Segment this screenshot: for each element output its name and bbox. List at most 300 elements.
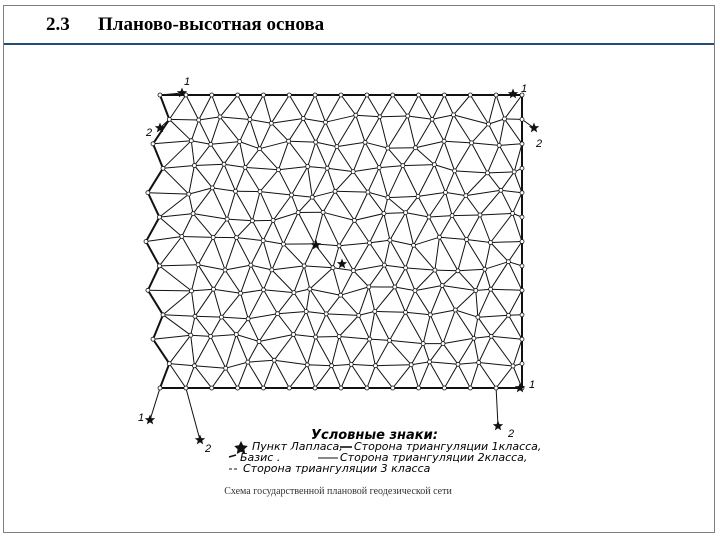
network-edge bbox=[192, 291, 196, 316]
network-edge bbox=[458, 269, 485, 271]
network-edge bbox=[227, 219, 252, 221]
network-edge bbox=[356, 95, 367, 115]
triangulation-point bbox=[262, 288, 266, 292]
network-edge bbox=[315, 95, 325, 122]
network-edge bbox=[351, 339, 369, 364]
corner-label: 1 bbox=[521, 83, 528, 95]
triangulation-point bbox=[470, 141, 474, 145]
triangulation-point bbox=[158, 386, 162, 390]
network-edge bbox=[194, 336, 210, 365]
network-edge bbox=[443, 310, 455, 344]
network-edge bbox=[499, 145, 514, 172]
network-edge bbox=[283, 213, 298, 245]
triangulation-point bbox=[368, 241, 372, 245]
triangulation-point bbox=[442, 139, 446, 143]
network-edge bbox=[418, 192, 446, 196]
network-edge bbox=[443, 344, 458, 365]
network-edge bbox=[390, 340, 424, 343]
triangulation-point bbox=[511, 364, 515, 368]
network-edge bbox=[395, 287, 406, 312]
network-edge bbox=[211, 144, 224, 164]
network-edge bbox=[332, 366, 341, 388]
network-edge bbox=[227, 219, 236, 238]
network-edge bbox=[327, 168, 335, 191]
class1-edge bbox=[148, 266, 160, 290]
network-edge bbox=[327, 147, 337, 169]
network-edge bbox=[212, 188, 235, 191]
network-edge bbox=[388, 198, 406, 213]
network-edge bbox=[339, 315, 359, 336]
network-edge bbox=[189, 166, 195, 195]
network-edge bbox=[248, 362, 264, 388]
legend-title: Условные знаки: bbox=[311, 428, 438, 443]
network-edge bbox=[310, 289, 341, 295]
class1-edge bbox=[148, 290, 163, 315]
network-edge bbox=[169, 364, 186, 388]
network-edge bbox=[226, 362, 248, 368]
network-edge bbox=[455, 291, 476, 311]
network-edge bbox=[264, 290, 294, 293]
network-edge bbox=[279, 170, 292, 195]
network-edge bbox=[212, 164, 224, 188]
network-edge bbox=[335, 172, 353, 192]
class1-edge bbox=[153, 144, 163, 169]
triangulation-point bbox=[197, 118, 201, 122]
network-edge bbox=[260, 192, 273, 221]
network-edge bbox=[455, 171, 466, 196]
network-edge bbox=[240, 142, 246, 168]
network-edge bbox=[384, 265, 394, 287]
triangulation-point bbox=[161, 313, 165, 317]
network-edge bbox=[415, 141, 444, 148]
network-edge bbox=[408, 116, 416, 148]
corner-label: 1 bbox=[529, 379, 536, 391]
network-edge bbox=[163, 315, 191, 335]
network-edge bbox=[432, 119, 444, 141]
triangulation-point bbox=[249, 263, 253, 267]
network-edge bbox=[292, 167, 308, 196]
triangulation-point bbox=[210, 186, 214, 190]
triangulation-point bbox=[478, 213, 482, 217]
triangulation-point bbox=[497, 143, 501, 147]
class1-edge bbox=[148, 168, 163, 192]
triangulation-point bbox=[270, 268, 274, 272]
network-edge bbox=[442, 271, 458, 286]
network-edge bbox=[271, 95, 289, 123]
network-edge bbox=[379, 148, 388, 168]
network-edge bbox=[316, 337, 332, 366]
network-edge bbox=[303, 119, 315, 143]
network-edge bbox=[384, 214, 390, 241]
triangulation-point bbox=[210, 93, 214, 97]
network-edge bbox=[491, 336, 513, 366]
network-edge bbox=[199, 120, 211, 144]
triangulation-point bbox=[520, 166, 524, 170]
network-edge bbox=[307, 365, 315, 388]
network-edge bbox=[353, 243, 369, 271]
corner-label: 2 bbox=[536, 138, 543, 150]
network-edge bbox=[434, 165, 454, 171]
network-edge bbox=[316, 142, 328, 168]
network-edge bbox=[148, 193, 189, 194]
network-edge bbox=[403, 165, 435, 166]
triangulation-point bbox=[209, 142, 213, 146]
triangulation-point bbox=[489, 287, 493, 291]
network-edge bbox=[369, 287, 375, 312]
triangulation-point bbox=[308, 287, 312, 291]
network-edge bbox=[323, 212, 339, 246]
triangulation-point bbox=[456, 269, 460, 273]
network-edge bbox=[337, 142, 365, 146]
network-edge bbox=[182, 237, 213, 238]
network-edge bbox=[332, 337, 340, 366]
network-edge bbox=[163, 166, 194, 169]
network-edge bbox=[390, 240, 414, 245]
network-edge bbox=[159, 237, 181, 266]
network-edge bbox=[236, 335, 248, 363]
network-edge bbox=[283, 244, 304, 266]
network-edge bbox=[430, 315, 443, 344]
triangulation-point bbox=[378, 115, 382, 119]
triangulation-point bbox=[277, 168, 281, 172]
network-edge bbox=[488, 173, 501, 190]
network-edge bbox=[406, 268, 415, 291]
network-edge bbox=[479, 336, 492, 362]
network-edge bbox=[312, 197, 323, 212]
network-edge bbox=[194, 144, 210, 165]
network-edge bbox=[499, 119, 504, 145]
network-edge bbox=[250, 95, 264, 120]
network-edge bbox=[159, 265, 198, 266]
triangulation-point bbox=[314, 335, 318, 339]
corner-label: 1 bbox=[184, 76, 191, 88]
network-edge bbox=[289, 141, 316, 142]
triangulation-point bbox=[272, 358, 276, 362]
triangulation-point bbox=[472, 336, 476, 340]
network-edge bbox=[369, 265, 385, 287]
network-edge bbox=[326, 95, 342, 122]
network-edge bbox=[263, 95, 271, 123]
triangulation-point bbox=[192, 164, 196, 168]
network-edge bbox=[220, 117, 240, 142]
legend-laplace-label: Пункт Лапласа, bbox=[252, 440, 343, 453]
network-edge bbox=[163, 291, 192, 315]
network-edge bbox=[236, 191, 253, 221]
network-edge bbox=[289, 119, 304, 142]
triangulation-point bbox=[313, 93, 317, 97]
triangulation-point bbox=[404, 310, 408, 314]
triangulation-point bbox=[305, 363, 309, 367]
triangulation-point bbox=[388, 338, 392, 342]
triangulation-point bbox=[258, 190, 262, 194]
network-edge bbox=[194, 366, 225, 368]
network-edge bbox=[415, 119, 432, 147]
triangulation-point bbox=[301, 117, 305, 121]
triangulation-point bbox=[271, 218, 275, 222]
triangulation-point bbox=[146, 191, 150, 195]
network-edge bbox=[259, 342, 274, 361]
network-edge bbox=[236, 221, 252, 238]
triangulation-point bbox=[428, 360, 432, 364]
network-edge bbox=[466, 173, 488, 196]
triangulation-point bbox=[486, 171, 490, 175]
triangulation-point bbox=[416, 194, 420, 198]
network-edge bbox=[248, 314, 277, 319]
network-edge bbox=[163, 141, 191, 169]
network-edge bbox=[182, 237, 198, 265]
network-edge bbox=[259, 335, 294, 342]
network-edge bbox=[153, 335, 191, 339]
network-edge bbox=[315, 366, 332, 388]
network-edge bbox=[339, 337, 370, 340]
network-edge bbox=[430, 362, 459, 364]
triangulation-point bbox=[465, 238, 469, 242]
triangulation-point bbox=[363, 140, 367, 144]
triangulation-point bbox=[287, 93, 291, 97]
network-edge bbox=[241, 290, 264, 293]
network-edge bbox=[455, 310, 474, 338]
network-edge bbox=[466, 190, 501, 195]
network-edge bbox=[225, 265, 251, 270]
triangulation-point bbox=[333, 189, 337, 193]
triangulation-point bbox=[520, 191, 524, 195]
network-edge bbox=[289, 365, 307, 388]
network-edge bbox=[496, 388, 498, 426]
network-edge bbox=[353, 172, 368, 193]
network-edge bbox=[491, 315, 508, 336]
network-edge bbox=[245, 149, 259, 168]
network-edge bbox=[292, 195, 299, 213]
triangulation-point bbox=[417, 93, 421, 97]
network-edge bbox=[501, 172, 514, 190]
triangulation-point bbox=[474, 289, 478, 293]
network-edge bbox=[294, 289, 310, 293]
network-edge bbox=[444, 115, 453, 141]
network-edge bbox=[478, 289, 491, 317]
triangulation-point bbox=[382, 263, 386, 267]
triangulation-point bbox=[158, 93, 162, 97]
triangulation-point bbox=[258, 147, 262, 151]
network-edge bbox=[393, 95, 408, 116]
network-edge bbox=[390, 240, 406, 268]
triangulation-point bbox=[324, 312, 328, 316]
network-edge bbox=[274, 335, 293, 361]
network-edge bbox=[444, 95, 453, 115]
network-edge bbox=[393, 365, 412, 388]
network-edge bbox=[214, 270, 226, 289]
triangulation-point bbox=[512, 170, 516, 174]
triangulation-point bbox=[352, 218, 356, 222]
network-edge bbox=[370, 243, 385, 265]
network-edge bbox=[194, 166, 212, 188]
network-edge bbox=[273, 195, 291, 220]
network-edge bbox=[439, 237, 466, 239]
network-edge bbox=[411, 365, 418, 388]
network-edge bbox=[505, 119, 523, 144]
network-edge bbox=[508, 242, 522, 262]
network-edge bbox=[224, 164, 236, 191]
triangulation-point bbox=[365, 386, 369, 390]
network-edge bbox=[429, 217, 440, 237]
network-edge bbox=[251, 265, 272, 270]
network-edge bbox=[390, 213, 406, 241]
network-edge bbox=[388, 166, 403, 198]
network-edge bbox=[294, 266, 304, 293]
triangulation-point bbox=[373, 364, 377, 368]
network-edge bbox=[326, 115, 356, 122]
triangulation-point bbox=[184, 386, 188, 390]
network-edge bbox=[306, 312, 315, 338]
triangulation-point bbox=[192, 364, 196, 368]
network-edge bbox=[192, 289, 214, 291]
network-edge bbox=[513, 193, 522, 214]
network-edge bbox=[337, 147, 353, 172]
network-edge bbox=[298, 213, 314, 244]
network-edge bbox=[390, 312, 406, 340]
triangulation-point bbox=[209, 334, 213, 338]
network-edge bbox=[454, 95, 471, 115]
triangulation-point bbox=[310, 195, 314, 199]
triangulation-point bbox=[506, 260, 510, 264]
network-edge bbox=[429, 216, 452, 217]
network-edge bbox=[474, 336, 491, 338]
network-edge bbox=[159, 214, 193, 218]
network-edge bbox=[480, 215, 491, 243]
network-edge bbox=[310, 289, 326, 314]
network-edge bbox=[326, 314, 359, 316]
triangulation-point bbox=[476, 315, 480, 319]
triangulation-point bbox=[238, 140, 242, 144]
network-edge bbox=[408, 116, 433, 119]
network-edge bbox=[163, 315, 195, 317]
network-edge bbox=[384, 198, 388, 214]
network-edge bbox=[339, 337, 351, 365]
triangulation-point bbox=[314, 140, 318, 144]
network-edge bbox=[292, 195, 313, 197]
network-edge bbox=[220, 95, 238, 117]
network-edge bbox=[251, 241, 263, 266]
network-edge bbox=[194, 164, 224, 165]
network-edge bbox=[326, 295, 340, 314]
network-edge bbox=[198, 237, 213, 264]
network-edge bbox=[214, 289, 222, 317]
network-edge bbox=[370, 339, 390, 340]
network-edge bbox=[186, 366, 195, 388]
network-edge bbox=[491, 243, 509, 262]
network-edge bbox=[351, 364, 367, 388]
network-edge bbox=[211, 117, 220, 144]
network-edge bbox=[238, 95, 250, 120]
network-edge bbox=[455, 143, 472, 171]
network-edge bbox=[198, 265, 225, 270]
legend-class1-label: Сторона триангуляции 1класса, bbox=[354, 440, 542, 453]
network-edge bbox=[248, 360, 274, 362]
triangulation-point bbox=[421, 342, 425, 346]
triangulation-point bbox=[302, 264, 306, 268]
network-edge bbox=[159, 217, 181, 236]
network-edge bbox=[501, 190, 522, 192]
network-edge bbox=[419, 362, 430, 388]
network-edge bbox=[303, 95, 315, 119]
network-edge bbox=[375, 365, 411, 366]
triangulation-point bbox=[246, 317, 250, 321]
network-edge bbox=[337, 115, 356, 146]
triangulation-point bbox=[453, 169, 457, 173]
network-edge bbox=[191, 316, 195, 335]
triangulation-point bbox=[246, 360, 250, 364]
network-edge bbox=[224, 164, 245, 167]
triangulation-point bbox=[511, 211, 515, 215]
triangulation-point bbox=[354, 113, 358, 117]
network-edge bbox=[375, 287, 395, 311]
triangulation-point bbox=[167, 117, 171, 121]
network-edge bbox=[458, 338, 474, 364]
network-edge bbox=[432, 115, 453, 119]
network-edge bbox=[430, 362, 445, 388]
network-edge bbox=[298, 197, 312, 212]
triangulation-point bbox=[339, 93, 343, 97]
class1-edge bbox=[146, 242, 159, 266]
laplace-star-icon bbox=[145, 415, 155, 425]
triangulation-point bbox=[382, 212, 386, 216]
network-edge bbox=[339, 243, 369, 246]
network-edge bbox=[370, 339, 376, 366]
triangulation-point bbox=[441, 342, 445, 346]
corner-label: 2 bbox=[508, 428, 515, 440]
network-edge bbox=[380, 116, 408, 117]
network-edge bbox=[278, 293, 294, 314]
network-edge bbox=[452, 215, 480, 216]
network-edge bbox=[148, 290, 192, 291]
triangulation-point bbox=[404, 211, 408, 215]
network-edge bbox=[489, 95, 497, 124]
network-edge bbox=[289, 95, 303, 119]
network-edge bbox=[199, 95, 212, 120]
network-edge bbox=[150, 388, 160, 420]
network-edge bbox=[333, 246, 339, 268]
network-edge bbox=[423, 344, 429, 362]
triangulation-point bbox=[409, 363, 413, 367]
network-edge bbox=[472, 143, 500, 146]
network-edge bbox=[430, 310, 455, 315]
network-edge bbox=[221, 317, 236, 334]
network-edge bbox=[195, 316, 211, 336]
network-edge bbox=[306, 289, 310, 312]
network-edge bbox=[491, 262, 509, 290]
network-edge bbox=[191, 335, 211, 336]
class1-edge bbox=[153, 339, 169, 363]
triangulation-point bbox=[331, 266, 335, 270]
triangulation-point bbox=[477, 361, 481, 365]
network-edge bbox=[351, 364, 375, 365]
network-edge bbox=[227, 191, 235, 219]
network-edge bbox=[198, 265, 213, 290]
network-edge bbox=[169, 119, 191, 140]
triangulation-point bbox=[189, 139, 193, 143]
triangulation-point bbox=[391, 386, 395, 390]
network-edge bbox=[245, 167, 260, 191]
network-edge bbox=[480, 213, 513, 215]
network-edge bbox=[488, 172, 515, 173]
network-edge bbox=[294, 335, 316, 338]
network-edge bbox=[272, 270, 294, 293]
network-edge bbox=[159, 194, 188, 217]
network-edge bbox=[467, 215, 481, 240]
network-edge bbox=[439, 237, 458, 271]
network-edge bbox=[306, 312, 326, 314]
triangulation-point bbox=[236, 386, 240, 390]
network-edge bbox=[260, 192, 292, 195]
